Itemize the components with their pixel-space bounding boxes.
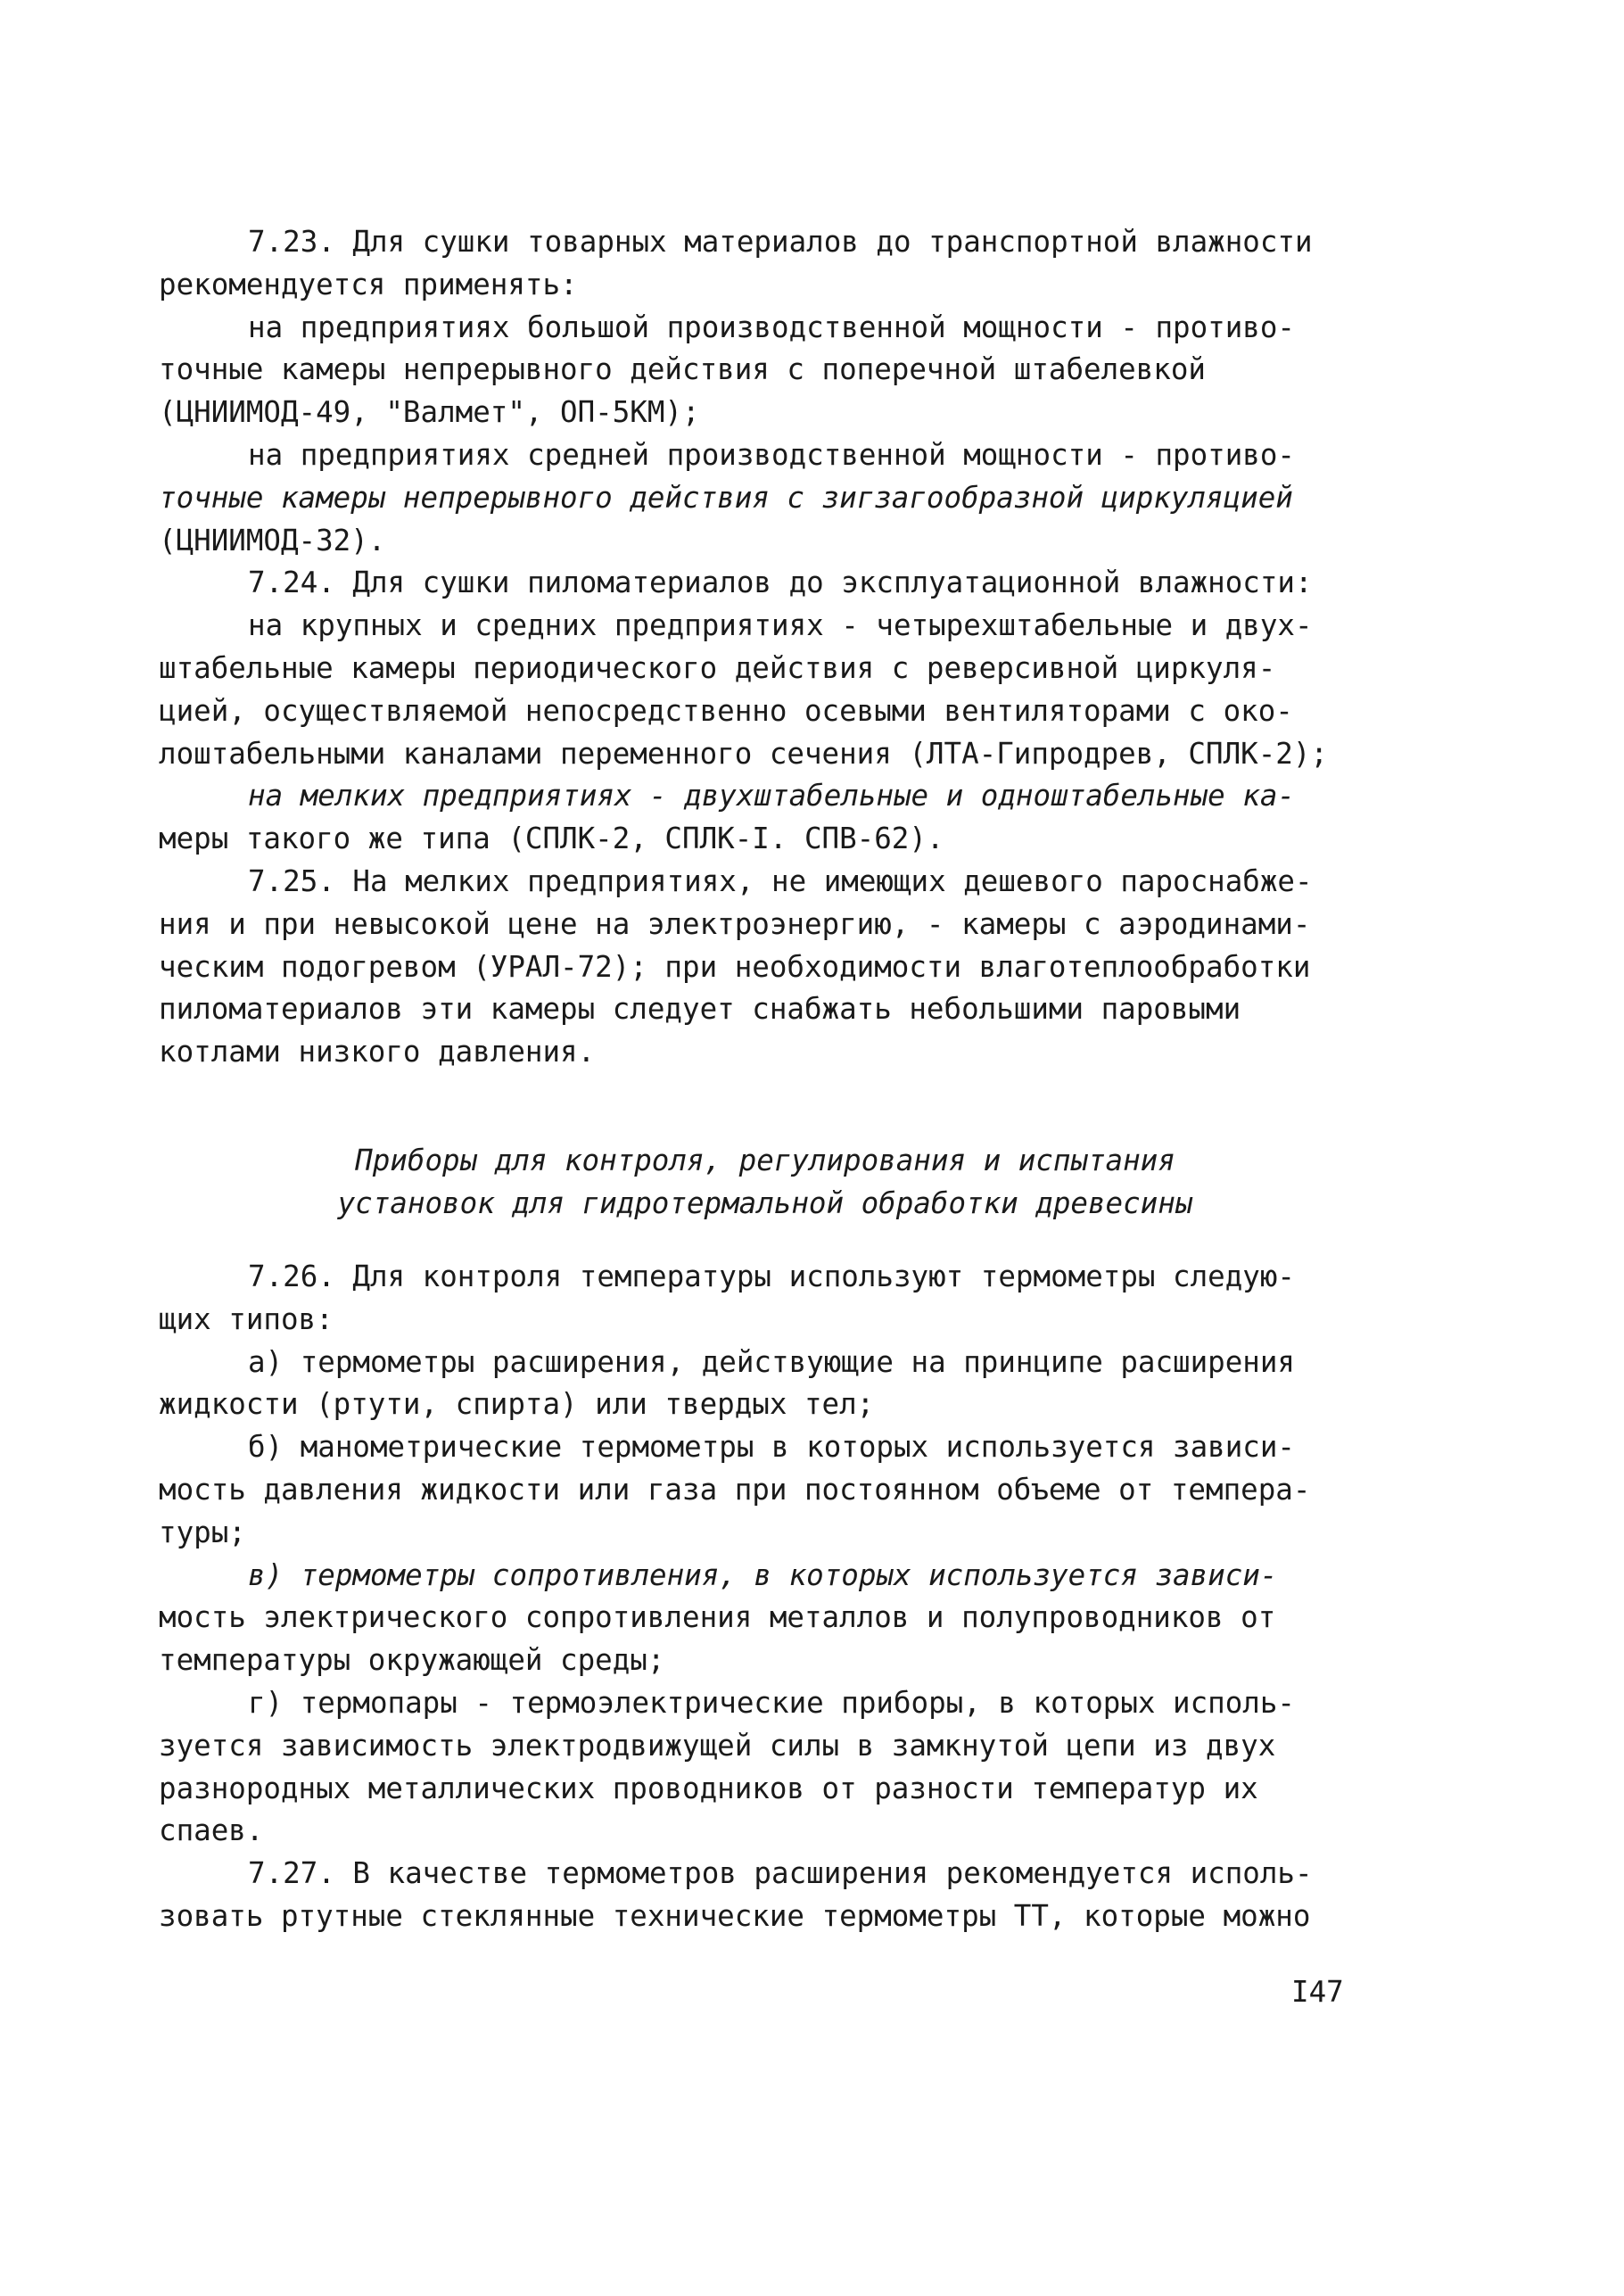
text-line: на предприятиях большой производственной мощности - противо- [248,310,1295,344]
text-line: ческим подогревом (УРАЛ-72); при необходимости влаготеплообработки [159,949,1311,984]
text-line: меры такого же типа (СПЛК-2, СПЛК-I. СПВ-62). [159,822,944,856]
text-line: на мелких предприятиях - двухштабельные и одноштабельные ка- [248,779,1295,814]
text-line: температуры окружающей среды; [159,1643,665,1678]
text-line: туры; [159,1515,246,1549]
text-line: щих типов: [159,1301,334,1336]
text-line: точные камеры непрерывного действия с зигзагообразной циркуляцией [159,480,1293,515]
text-line: лоштабельными каналами переменного сечения (ЛТА-Гипродрев, СПЛК-2); [159,736,1328,771]
text-line: спаев. [159,1813,264,1848]
text-line: 7.25. На мелких предприятиях, не имеющих дешевого пароснабже- [248,863,1313,898]
heading-line: Приборы для контроля, регулирования и испытания [355,1144,1175,1177]
text-line: в) термометры сопротивления, в которых используется зависи- [248,1557,1278,1592]
text-line: зуется зависимость электродвижущей силы в замкнутой цепи из двух [159,1728,1276,1763]
text-line: 7.26. Для контроля температуры используют термометры следую- [248,1259,1295,1293]
text-line: 7.23. Для сушки товарных материалов до транспортной влажности [248,225,1313,259]
text-line: мость электрического сопротивления металлов и полупроводников от [159,1600,1276,1635]
text-line: разнородных металлических проводников от разности температур их [159,1771,1258,1805]
text-line: б) манометрические термометры в которых используется зависи- [248,1430,1295,1465]
text-line: ния и при невысокой цене на электроэнергию, - камеры с аэродинами- [159,906,1311,941]
text-line: цией, осуществляемой непосредственно осевыми вентиляторами с око- [159,693,1293,728]
text-line: 7.27. В качестве термометров расширения рекомендуется исполь- [248,1856,1313,1891]
text-line: (ЦНИИМОД-32). [159,523,386,557]
heading-line: установок для гидротермальной обработки древесины [337,1185,1193,1220]
text-line: точные камеры непрерывного действия с поперечной штабелевкой [159,352,1206,387]
text-line: мость давления жидкости или газа при постоянном объеме от темпера- [159,1472,1311,1507]
text-line: котлами низкого давления. [159,1035,596,1070]
text-line: жидкости (ртути, спирта) или твердых тел; [159,1387,875,1422]
text-line: зовать ртутные стеклянные технические термометры ТТ, которые можно [159,1898,1311,1933]
text-block-top [159,221,1389,1074]
text-line: на крупных и средних предприятиях - четырехштабельные и двух- [248,608,1313,643]
text-line: рекомендуется применять: [159,267,578,301]
text-line: штабельные камеры периодического действия с реверсивной циркуля- [159,650,1276,685]
page-number: I47 [1291,1975,1344,2009]
text-line: (ЦНИИМОД-49, "Валмет", ОП-5КМ); [159,395,700,430]
text-line: г) термопары - термоэлектрические приборы, в которых исполь- [248,1685,1295,1720]
text-line: 7.24. Для сушки пиломатериалов до эксплуатационной влажности: [248,566,1313,600]
text-line: а) термометры расширения, действующие на принципе расширения [248,1344,1295,1379]
text-line: пиломатериалов эти камеры следует снабжать небольшими паровыми [159,992,1241,1027]
section-heading [159,1140,1372,1226]
text-block-bottom [159,1256,1389,1938]
text-line: на предприятиях средней производственной мощности - противо- [248,437,1295,472]
